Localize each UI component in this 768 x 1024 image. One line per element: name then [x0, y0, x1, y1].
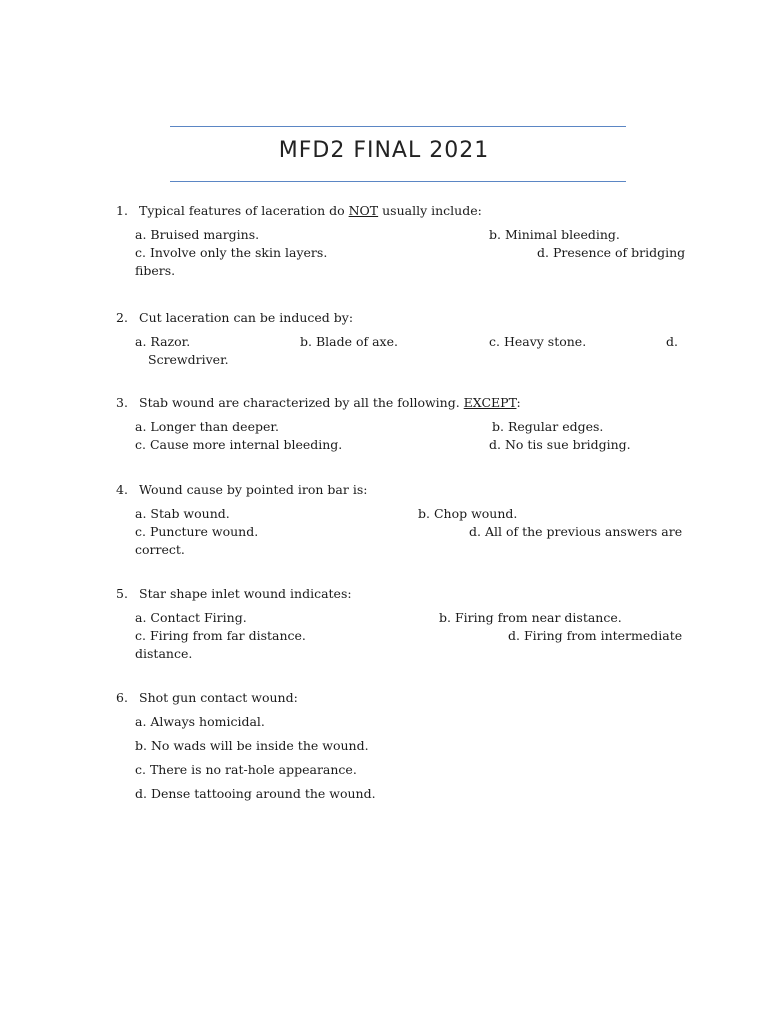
question-2 — [116, 309, 678, 369]
option-c: c. Involve only the skin layers. — [135, 245, 328, 260]
option-a: a. Stab wound. — [135, 506, 230, 521]
option-d-continued: fibers. — [135, 263, 176, 278]
question-6 — [116, 689, 678, 809]
option-d: d. No tis sue bridging. — [489, 437, 631, 452]
question-text: Star shape inlet wound indicates: — [139, 586, 352, 601]
option-b: b. Blade of axe. — [300, 334, 398, 349]
question-number: 6. — [116, 690, 128, 705]
title-rule-top — [170, 126, 626, 127]
question-text: Stab wound are characterized by all the following. EXCEPT: — [139, 395, 521, 410]
option-a: a. Razor. — [135, 334, 191, 349]
title-rule-bottom — [170, 181, 626, 182]
option-d-continued: distance. — [135, 646, 193, 661]
question-number: 3. — [116, 395, 128, 410]
question-number: 1. — [116, 203, 128, 218]
question-number: 2. — [116, 310, 128, 325]
option-c: c. There is no rat-hole appearance. — [135, 762, 357, 777]
option-c: c. Heavy stone. — [489, 334, 587, 349]
question-number: 5. — [116, 586, 128, 601]
option-a: a. Contact Firing. — [135, 610, 247, 625]
option-c: c. Puncture wound. — [135, 524, 259, 539]
question-text: Cut laceration can be induced by: — [139, 310, 354, 325]
question-1 — [116, 202, 686, 280]
option-b: b. Regular edges. — [492, 419, 604, 434]
option-a: a. Always homicidal. — [135, 714, 265, 729]
option-d: d. All of the previous answers are — [469, 524, 683, 539]
option-c: c. Cause more internal bleeding. — [135, 437, 343, 452]
option-d: d. Presence of bridging — [537, 245, 686, 260]
question-5 — [116, 585, 683, 663]
option-b: b. Firing from near distance. — [439, 610, 622, 625]
option-d: d. — [666, 334, 678, 349]
question-number: 4. — [116, 482, 128, 497]
emphasis: NOT — [348, 203, 379, 218]
option-a: a. Longer than deeper. — [135, 419, 279, 434]
option-b: b. Chop wound. — [418, 506, 518, 521]
question-4 — [116, 481, 683, 559]
option-d-continued: Screwdriver. — [148, 352, 229, 367]
option-b: b. Minimal bleeding. — [489, 227, 620, 242]
question-text: Shot gun contact wound: — [139, 690, 298, 705]
question-text: Typical features of laceration do NOT usually include: — [139, 203, 482, 218]
option-d: d. Firing from intermediate — [508, 628, 683, 643]
option-d-continued: correct. — [135, 542, 185, 557]
option-c: c. Firing from far distance. — [135, 628, 306, 643]
document-title: MFD2 FINAL 2021 — [278, 138, 490, 163]
option-d: d. Dense tattooing around the wound. — [135, 786, 376, 801]
question-3 — [116, 394, 678, 454]
emphasis: EXCEPT — [463, 395, 517, 410]
option-a: a. Bruised margins. — [135, 227, 260, 242]
option-b: b. No wads will be inside the wound. — [135, 738, 369, 753]
question-text: Wound cause by pointed iron bar is: — [139, 482, 368, 497]
